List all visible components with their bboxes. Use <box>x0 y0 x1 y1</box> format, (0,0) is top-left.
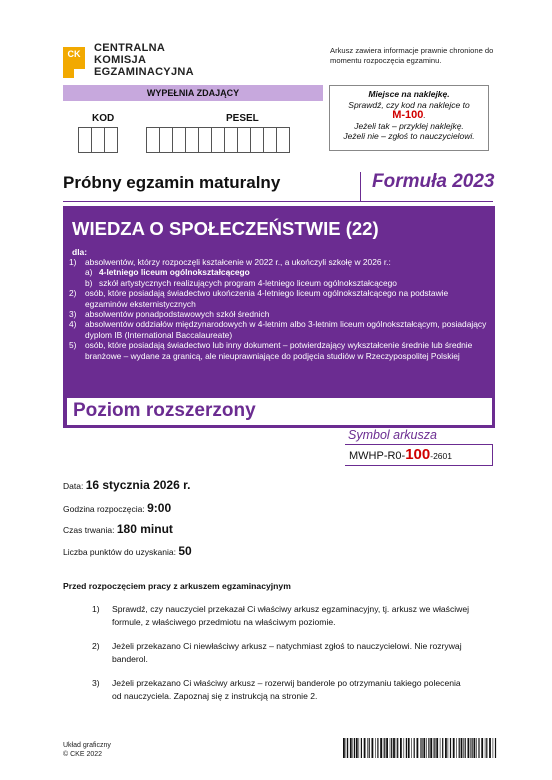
level-title: Poziom rozszerzony <box>73 400 256 421</box>
audience-subitem: b) szkół artystycznych realizujących program 4-letniego liceum ogólnokształcącego <box>85 277 397 288</box>
symbol-code: MWHP-R0-100-2601 <box>349 446 452 463</box>
instruction-item: 1) Sprawdź, czy nauczyciel przekazał Ci właściwy arkusz egzaminacyjny, tj. arkusz we właściwej formule, z właściwego przedmiotu na właściwym poziomie. <box>92 604 470 627</box>
instruction-item: 3) Jeżeli przekazano Ci właściwy arkusz – rozerwij banderole po otrzymaniu takiego polecenia od nauczyciela. Zapoznaj się z instrukcją na stronie 2. <box>92 678 461 701</box>
sticker-area: Miejsce na naklejkę. Sprawdź, czy kod na naklejce to M-100. Jeżeli tak – przyklej naklejkę. Jeżeli nie – zgłoś to nauczycielowi. <box>329 85 489 151</box>
kod-cell[interactable] <box>104 127 118 153</box>
instruction-item: 2) Jeżeli przekazano Ci niewłaściwy arkusz – natychmiast zgłoś to nauczycielowi. Nie rozrywaj banderol. <box>92 641 462 664</box>
instructions-heading: Przed rozpoczęciem pracy z arkuszem egzaminacyjnym <box>63 581 291 591</box>
pesel-field[interactable] <box>146 127 289 153</box>
cke-logo-text: CENTRALNA KOMISJA EGZAMINACYJNA <box>94 42 194 78</box>
symbol-label: Symbol arkusza <box>348 428 437 442</box>
duration-row: Czas trwania: 180 minut <box>63 522 173 536</box>
formula-title: Formuła 2023 <box>372 171 495 192</box>
audience-list <box>69 257 489 361</box>
start-row: Godzina rozpoczęcia: 9:00 <box>63 501 172 515</box>
points-row: Liczba punktów do uzyskania: 50 <box>63 544 192 558</box>
subject-title: WIEDZA O SPOŁECZEŃSTWIE (22) <box>72 218 379 239</box>
pesel-cell[interactable] <box>146 127 160 153</box>
cke-logo-mark-tail <box>63 68 74 78</box>
audience-item: 5) osób, które posiadają świadectwo lub inny dokument – potwierdzający wykształcenie średnie lub średnie branżowe – wydane za granicą, ale nieuprawniające do podjęcia studiów w Rzeczypospolitej Polskiej <box>69 340 473 361</box>
barcode <box>343 738 497 758</box>
title-divider <box>360 172 361 202</box>
fill-in-heading: WYPEŁNIA ZDAJĄCY <box>63 85 323 101</box>
audience-item: 2) osób, które posiadają świadectwo ukończenia 4-letniego liceum ogólnokształcącego na podstawie egzaminów eksternistycznych <box>69 288 449 309</box>
kod-cell[interactable] <box>91 127 105 153</box>
confidential-notice: Arkusz zawiera informacje prawnie chronione do momentu rozpoczęcia egzaminu. <box>330 46 494 65</box>
pesel-cell[interactable] <box>211 127 225 153</box>
pesel-cell[interactable] <box>224 127 238 153</box>
pesel-cell[interactable] <box>250 127 264 153</box>
pesel-cell[interactable] <box>198 127 212 153</box>
pesel-cell[interactable] <box>172 127 186 153</box>
pesel-cell[interactable] <box>276 127 290 153</box>
pesel-cell[interactable] <box>159 127 173 153</box>
pesel-cell[interactable] <box>185 127 199 153</box>
audience-label: dla: <box>72 247 88 257</box>
audience-item: 3) absolwentów ponadpodstawowych szkół średnich <box>69 309 270 320</box>
date-row: Data: 16 stycznia 2026 r. <box>63 478 191 492</box>
audience-item: 4) absolwentów oddziałów międzynarodowych w 4-letnim albo 3-letnim liceum ogólnokształcącym, posiadający dyplom IB (International Baccalaureate) <box>69 319 487 340</box>
kod-cell[interactable] <box>78 127 92 153</box>
title-underline <box>63 201 493 202</box>
pesel-cell[interactable] <box>263 127 277 153</box>
kod-field[interactable] <box>78 127 117 153</box>
kod-label: KOD <box>92 113 115 124</box>
audience-subitem: a) 4-letniego liceum ogólnokształcącego <box>85 267 250 278</box>
audience-item: 1) absolwentów, którzy rozpoczęli kształcenie w 2022 r., a ukończyli szkołę w 2026 r.: <box>69 257 391 267</box>
pesel-label: PESEL <box>226 113 259 124</box>
pesel-cell[interactable] <box>237 127 251 153</box>
cke-logo-abbr: CK <box>67 49 81 59</box>
footer-credit: Układ graficzny © CKE 2022 <box>63 742 111 758</box>
sticker-code: M-100 <box>392 109 424 121</box>
exam-title: Próbny egzamin maturalny <box>63 173 281 192</box>
